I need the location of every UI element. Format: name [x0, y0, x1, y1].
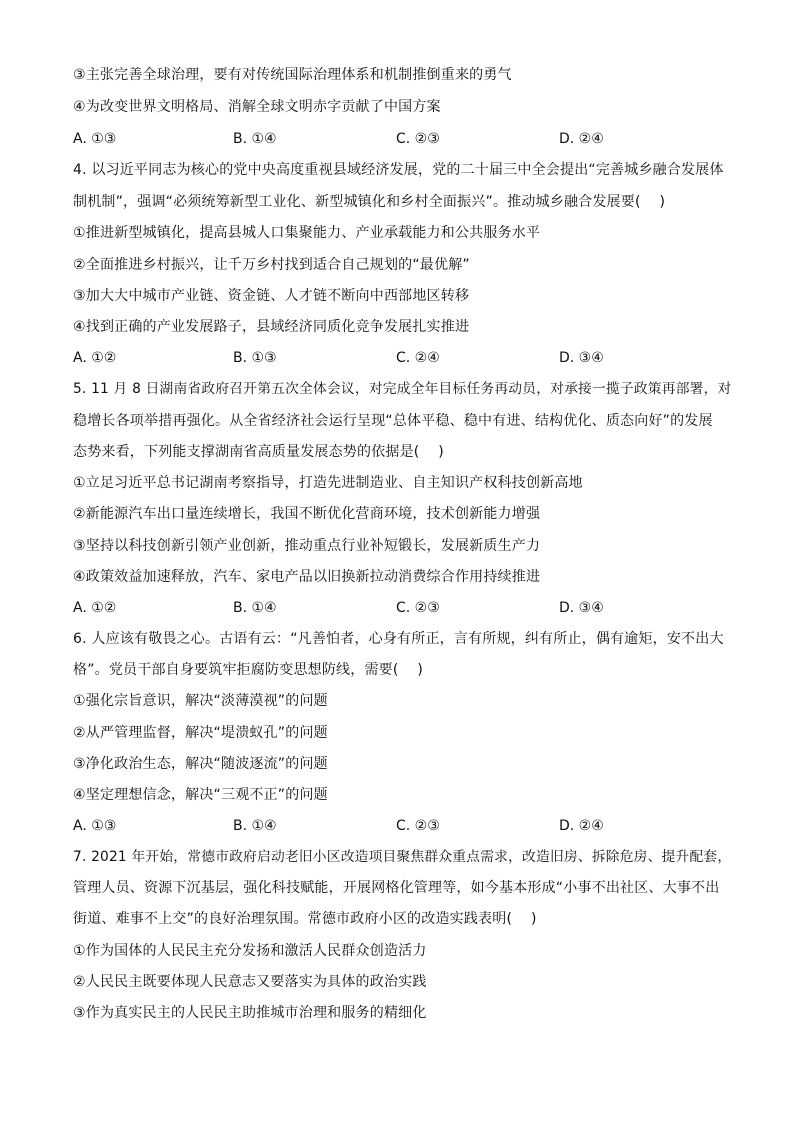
q5-item-3: ③坚持以科技创新引领产业创新，推动重点行业补短锻长，发展新质生产力 — [73, 538, 541, 554]
q3-options — [73, 130, 733, 148]
q5-stem-line-1: 5. 11 月 8 日湖南省政府召开第五次全体会议，对完成全年目标任务再动员，对承接一揽子政策再部署，对 — [73, 381, 732, 397]
q5-stem-line-3: 态势来看，下列能支撑湖南省高质量发展态势的依据是( ) — [73, 444, 444, 460]
q4-item-4: ④找到正确的产业发展路子，县域经济同质化竞争发展扎实推进 — [73, 319, 470, 335]
q6-option-d[interactable]: D. ②④ — [559, 818, 604, 834]
q6-stem-line-1: 6. 人应该有敬畏之心。古语有云：“凡善怕者，心身有所正，言有所规，纠有所止，偶有逾矩，安不出大 — [73, 631, 724, 647]
q5-options — [73, 599, 733, 617]
q6-stem-line-2: 格”。党员干部自身要筑牢拒腐防变思想防线，需要( ) — [73, 662, 424, 678]
q4-option-a[interactable]: A. ①② — [73, 350, 117, 366]
q3-option-b[interactable]: B. ①④ — [233, 131, 277, 147]
q5-item-4: ④政策效益加速释放，汽车、家电产品以旧换新拉动消费综合作用持续推进 — [73, 569, 541, 585]
q7-item-3: ③作为真实民主的人民民主助推城市治理和服务的精细化 — [73, 1005, 427, 1021]
q4-item-3: ③加大大中城市产业链、资金链、人才链不断向中西部地区转移 — [73, 288, 470, 304]
q4-item-2: ②全面推进乡村振兴，让千万乡村找到适合自己规划的“最优解” — [73, 257, 470, 273]
q6-item-3: ③净化政治生态，解决“随波逐流”的问题 — [73, 756, 328, 772]
q5-option-a[interactable]: A. ①② — [73, 600, 117, 616]
q5-option-c[interactable]: C. ②③ — [396, 600, 440, 616]
q7-item-2: ②人民民主既要体现人民意志又要落实为具体的政治实践 — [73, 974, 427, 990]
q6-item-1: ①强化宗旨意识，解决“淡薄漠视”的问题 — [73, 693, 328, 709]
q7-stem-line-3: 街道、难事不上交”的良好治理氛围。常德市政府小区的改造实践表明( ) — [73, 911, 537, 927]
q5-item-1: ①立足习近平总书记湖南考察指导，打造先进制造业、自主知识产权科技创新高地 — [73, 475, 583, 491]
q4-option-b[interactable]: B. ①③ — [233, 350, 277, 366]
q5-option-d[interactable]: D. ③④ — [559, 600, 604, 616]
q6-options — [73, 817, 733, 835]
q6-option-b[interactable]: B. ①④ — [233, 818, 277, 834]
q6-option-a[interactable]: A. ①③ — [73, 818, 117, 834]
q6-option-c[interactable]: C. ②③ — [396, 818, 440, 834]
q4-stem-line-2: 制机制”，强调“必须统筹新型工业化、新型城镇化和乡村全面振兴”。推动城乡融合发展要( ) — [73, 194, 666, 210]
q3-option-c[interactable]: C. ②③ — [396, 131, 440, 147]
q7-stem-line-1: 7. 2021 年开始，常德市政府启动老旧小区改造项目聚焦群众重点需求，改造旧房、拆除危房、提升配套， — [73, 849, 732, 865]
q3-item-4: ④为改变世界文明格局、消解全球文明赤字贡献了中国方案 — [73, 99, 441, 115]
q7-stem-line-2: 管理人员、资源下沉基层，强化科技赋能，开展网格化管理等，如今基本形成“小事不出社区、大事不出 — [73, 880, 720, 896]
q3-option-d[interactable]: D. ②④ — [559, 131, 604, 147]
q4-item-1: ①推进新型城镇化，提高县城人口集聚能力、产业承载能力和公共服务水平 — [73, 225, 541, 241]
q3-item-3: ③主张完善全球治理，要有对传统国际治理体系和机制推倒重来的勇气 — [73, 67, 512, 83]
q6-item-2: ②从严管理监督，解决“堤溃蚁孔”的问题 — [73, 725, 328, 741]
q5-stem-line-2: 稳增长各项举措再强化。从全省经济社会运行呈现“总体平稳、稳中有进、结构优化、质态向好”的发展 — [73, 413, 713, 429]
q4-stem-line-1: 4. 以习近平同志为核心的党中央高度重视县域经济发展，党的二十届三中全会提出“完善城乡融合发展体 — [73, 162, 724, 178]
q5-item-2: ②新能源汽车出口量连续增长，我国不断优化营商环境，技术创新能力增强 — [73, 506, 541, 522]
q4-option-d[interactable]: D. ③④ — [559, 350, 604, 366]
q6-item-4: ④坚定理想信念，解决“三观不正”的问题 — [73, 787, 328, 803]
q3-option-a[interactable]: A. ①③ — [73, 131, 117, 147]
q4-options — [73, 349, 733, 367]
q7-item-1: ①作为国体的人民民主充分发扬和激活人民群众创造活力 — [73, 943, 427, 959]
q4-option-c[interactable]: C. ②④ — [396, 350, 440, 366]
q5-option-b[interactable]: B. ①④ — [233, 600, 277, 616]
